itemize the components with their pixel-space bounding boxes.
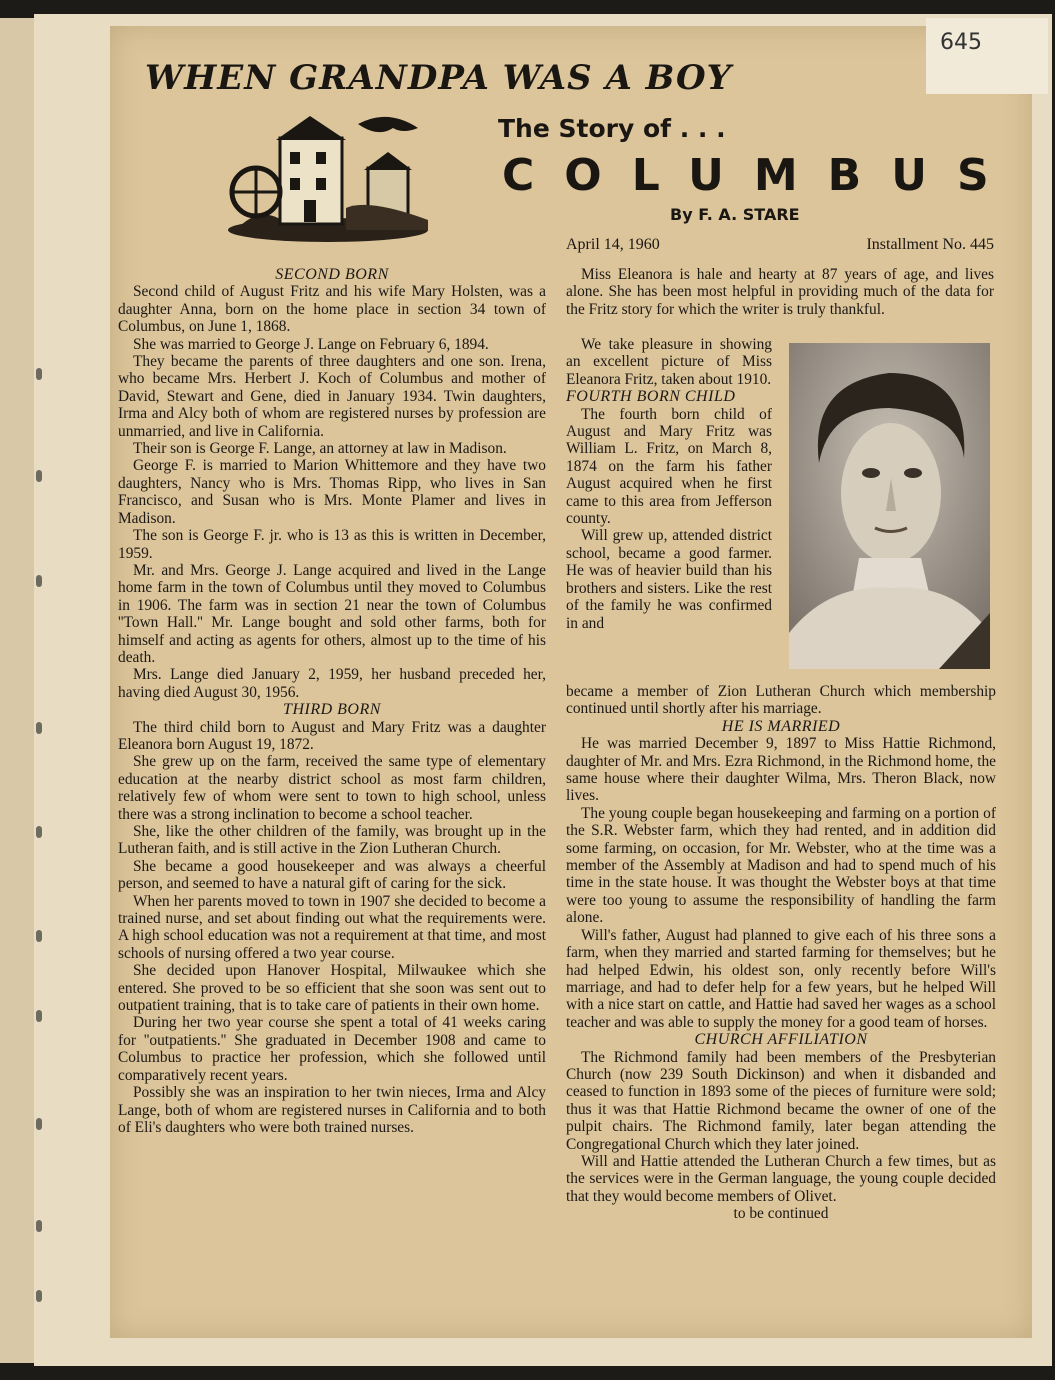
paragraph: The son is George F. jr. who is 13 as this is written in December, 1959. [118, 527, 546, 562]
columbus-heading: COLUMBUS [502, 150, 1019, 201]
paragraph: George F. is married to Marion Whittemore and they have two daughters, Nancy who is Mrs. Thomas Ripp, who lives in San Francisco, and Susan who is Mrs. Monte Plamer and lives in Madison. [118, 457, 546, 527]
paragraph: She, like the other children of the family, was brought up in the Lutheran faith, and is still active in the Zion Lutheran Church. [118, 823, 546, 858]
section-heading: HE IS MARRIED [721, 717, 841, 735]
paragraph: Mr. and Mrs. George J. Lange acquired and lived in the Lange home farm in the town of Columbus until they moved to Columbus in 1906. The farm was in section 21 near the town of Columbus ''Town Hall.'' Mr. Lange bought and sold other farms, both for himself and acting as agents for others, almost up to the time of his death. [118, 561, 546, 666]
paragraph: became a member of Zion Lutheran Church which membership continued until shortly after his marriage. [566, 683, 996, 718]
section-heading: FOURTH BORN CHILD [566, 388, 736, 406]
date-label: April 14, 1960 [566, 236, 660, 253]
installment-label: Installment No. 445 [866, 236, 994, 253]
continued-note: to be continued [733, 1205, 829, 1223]
section-heading: CHURCH AFFILIATION [694, 1031, 868, 1049]
paragraph: He was married December 9, 1897 to Miss Hattie Richmond, daughter of Mr. and Mrs. Ezra Richmond, in the Richmond home, the same house where their daughter Wilma, Mrs. Theron Black, now lives. [566, 735, 996, 805]
paragraph: Possibly she was an inspiration to her twin nieces, Irma and Alcy Lange, both of whom are registered nurses in California and to both of Eli's daughters who were both trained nurses. [118, 1084, 546, 1136]
paragraph: She was married to George J. Lange on February 6, 1894. [133, 335, 489, 353]
paragraph: She became a good housekeeper and was always a cheerful person, and seemed to have a natural gift of caring for the sick. [118, 857, 546, 893]
paragraph: Second child of August Fritz and his wife Mary Holsten, was a daughter Anna, born on the home place in section 34 town of Columbus, on June 1, 1868. [118, 283, 546, 336]
page-number-label: 645 [926, 18, 1048, 94]
dateline [566, 236, 994, 254]
paragraph: When her parents moved to town in 1907 she decided to become a trained nurse, and set about finding out what the requirements were. A high school education was not a requirement at that time, and most schools of nursing offered a two year course. [118, 892, 546, 962]
paragraph: Their son is George F. Lange, an attorney at law in Madison. [133, 440, 507, 458]
paragraph: During her two year course she spent a total of 41 weeks caring for ''outpatients.'' She graduated in December 1908 and came to Columbus to practice her profession, which she followed until comparatively recent years. [118, 1014, 546, 1084]
masthead-title: WHEN GRANDPA WAS A BOY [145, 58, 732, 98]
paragraph: Will grew up, attended district school, became a good farmer. He was of heavier build than his brothers and sisters. Like the rest of the family he was confirmed in and [566, 527, 772, 632]
paragraph: They became the parents of three daughters and one son. Irena, who became Mrs. Herbert J. Koch of Columbus and mother of David, Stewart and Gene, died in January 1934. Twin daughters, Irma and Alcy both of whom are registered nurses by profession are unmarried, and live in California. [118, 353, 546, 440]
paragraph: Mrs. Lange died January 2, 1959, her husband preceded her, having died August 30, 1956. [118, 666, 546, 701]
paragraph: The fourth born child of August and Mary Fritz was William L. Fritz, on March 8, 1874 on the farm his father August acquired when he first came to this area from Jefferson county. [566, 405, 772, 528]
paragraph: Miss Eleanora is hale and hearty at 87 years of age, and lives alone. She has been most helpful in providing much of the data for the Fritz story for which the writer is truly thankful. [566, 266, 994, 318]
paragraph: The third child born to August and Mary Fritz was a daughter Eleanora born August 19, 1872. [118, 718, 546, 753]
left-column [118, 266, 546, 1136]
byline: By F. A. STARE [670, 205, 800, 224]
paragraph: We take pleasure in showing an excellent picture of Miss Eleanora Fritz, taken about 1910. [566, 336, 772, 388]
right-column-top [566, 266, 994, 318]
mill-illustration [218, 108, 438, 246]
paragraph: The Richmond family had been members of the Presbyterian Church (now 239 South Dickinson) and when it disbanded and ceased to function in 1893 some of the pieces of furniture were sold; thus it was that Hattie Richmond became the owner of one of the pulpit chairs. The Richmond family, later began attending the Congregational Church which they later joined. [566, 1048, 996, 1153]
section-heading: SECOND BORN [275, 266, 389, 283]
paragraph: Will and Hattie attended the Lutheran Church a few times, but as the services were in the German language, the young couple decided that they would become members of Olivet. [566, 1152, 996, 1205]
paragraph: Will's father, August had planned to give each of his three sons a farm, when they married and started farming for themselves; but he had helped Edwin, his oldest son, only recently before Will's marriage, and had to defer help for a few years, but he helped Will with a nice start on cattle, and Hattie had saved her wages as a school teacher and was able to supply the money for a good team of horses. [566, 926, 996, 1031]
section-heading: THIRD BORN [283, 701, 381, 719]
story-of-heading: The Story of . . . [498, 114, 726, 143]
portrait-photo [789, 343, 990, 669]
portrait-image [789, 343, 990, 669]
paragraph: She decided upon Hanover Hospital, Milwaukee which she entered. She proved to be so efficient that she soon was sent out to outpatient training, that is to take care of patients in their own home. [118, 962, 546, 1015]
right-column-bottom [566, 683, 996, 1223]
right-column-beside-photo [566, 336, 772, 632]
paragraph: She grew up on the farm, received the same type of elementary education at the nearby district school as most farm children, relatively few of whom were sent to town to high school, unless there was a strong inclination to become a school teacher. [118, 753, 546, 823]
paragraph: The young couple began housekeeping and farming on a portion of the S.R. Webster farm, which they had rented, and in addition did some farming, on occasion, for Mr. Webster, who at the time was a member of the Assembly at Madison and had to spend much of his time in the state house. It was thought the Webster boys at that time were too young to assume the responsibility of handling the farm alone. [566, 804, 996, 927]
